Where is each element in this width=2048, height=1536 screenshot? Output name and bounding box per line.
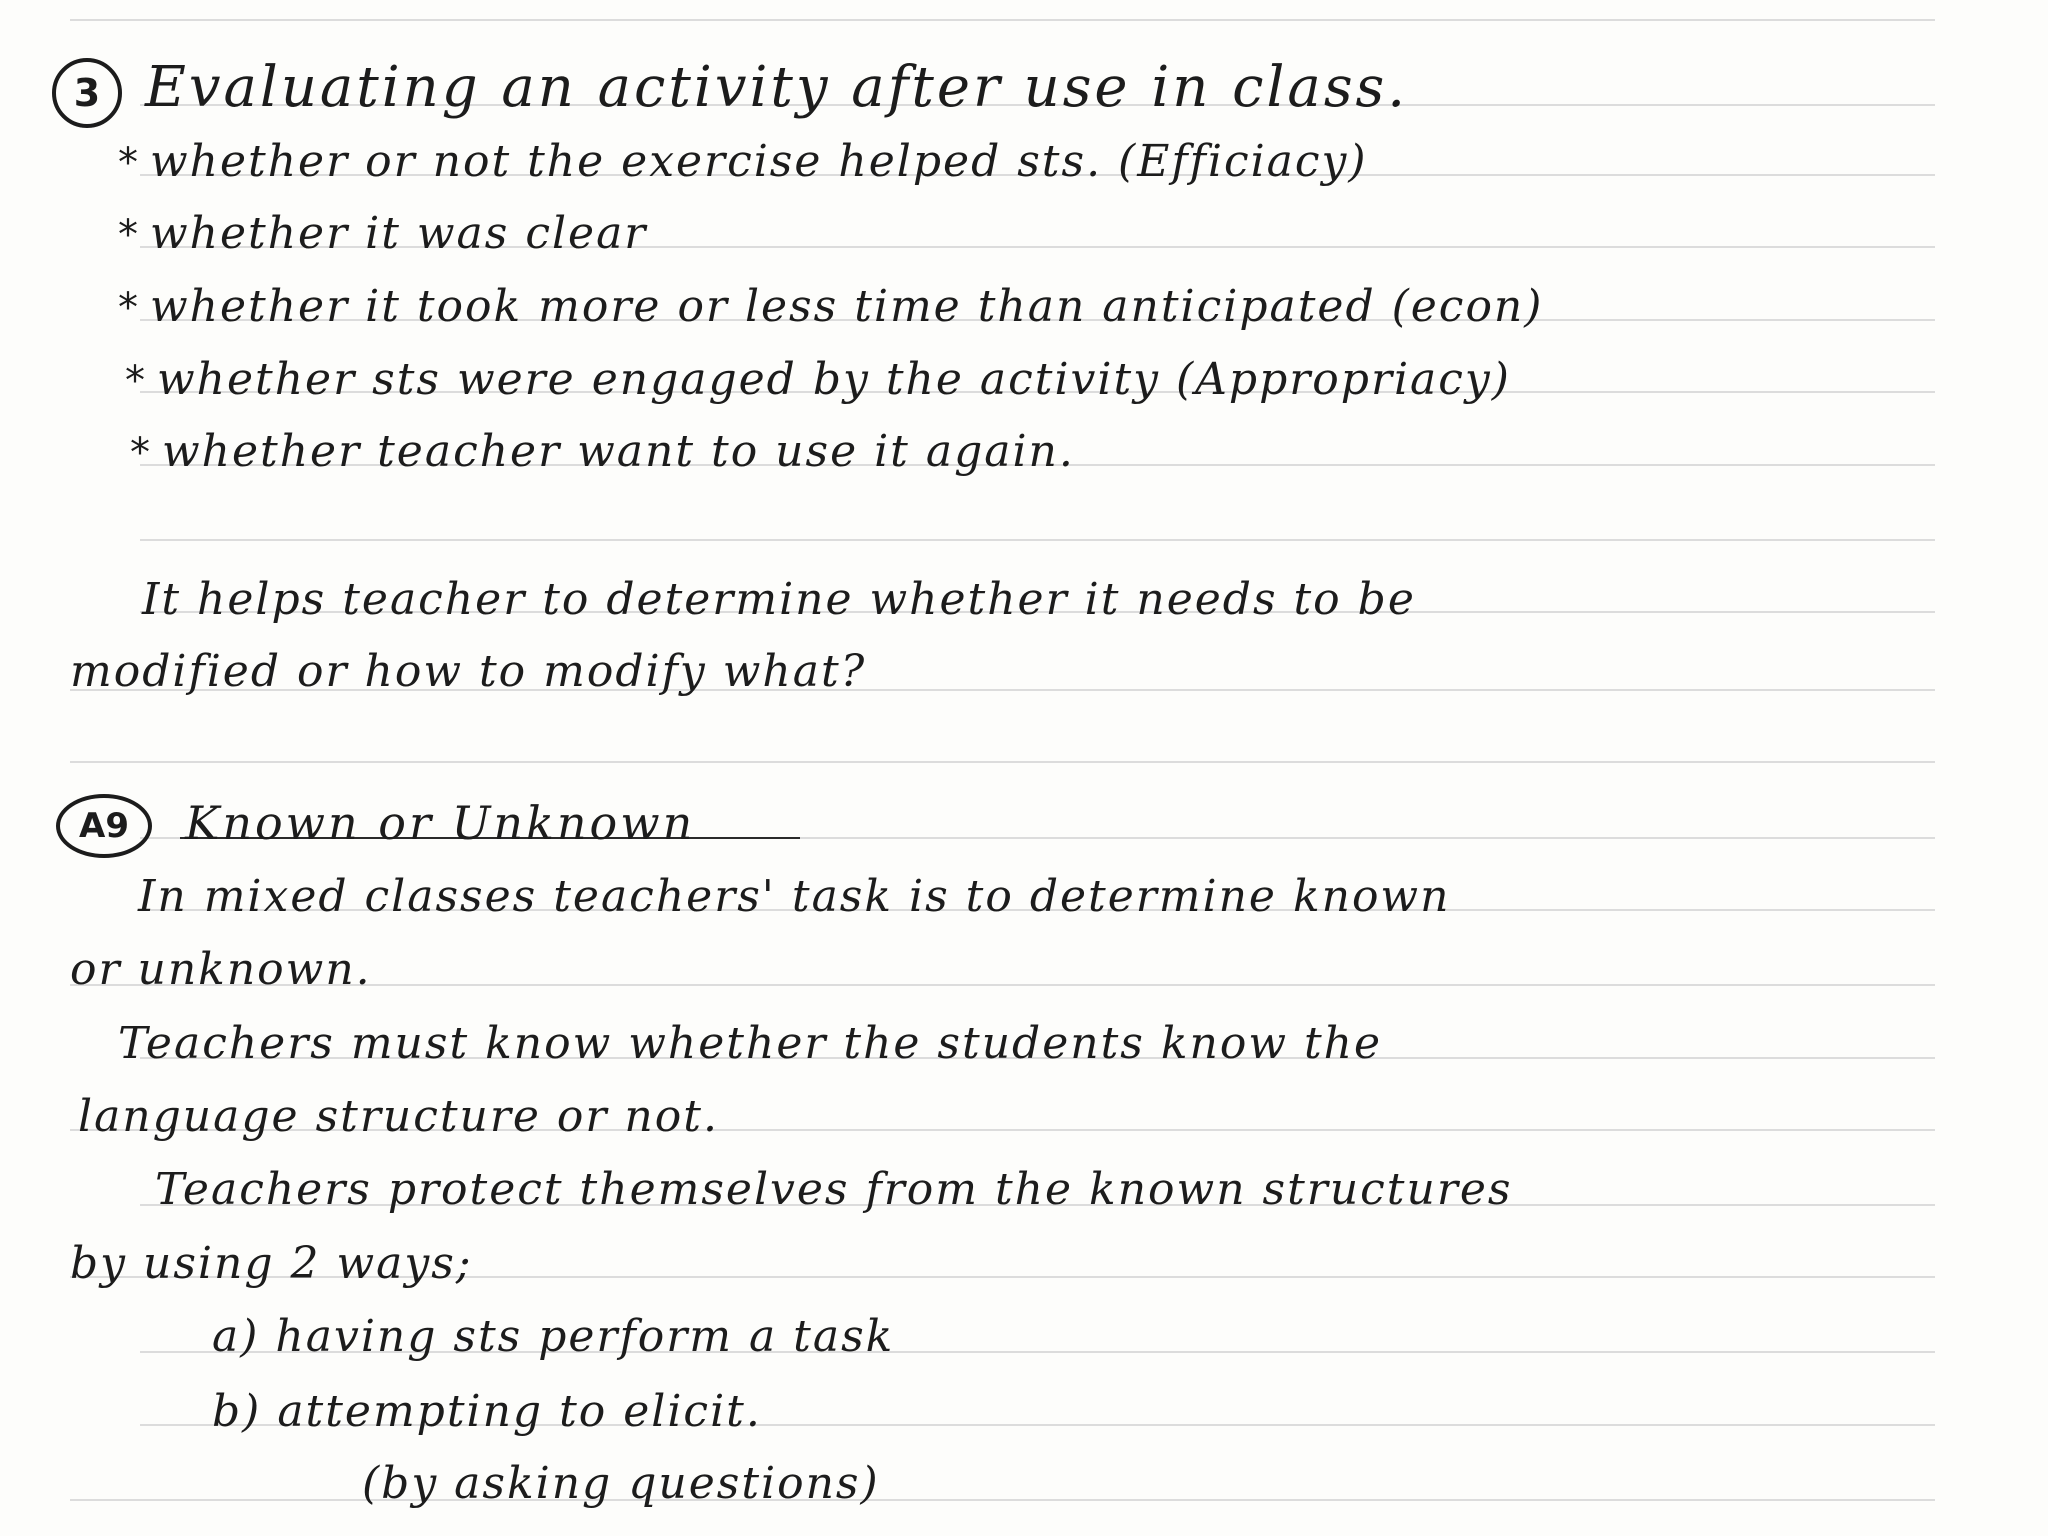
list-item: a) having sts perform a task [212, 1311, 895, 1362]
bullet-text: whether teacher want to use it again. [162, 426, 1075, 477]
paragraph-line: or unknown. [70, 944, 372, 995]
bullet-item [118, 208, 648, 259]
bullet-marker: * [130, 430, 152, 476]
bullet-text: whether sts were engaged by the activity (Appropriacy) [157, 354, 1511, 405]
bullet-marker: * [118, 140, 140, 186]
bullet-marker: * [118, 212, 140, 258]
bullet-item [118, 136, 1368, 187]
bullet-marker: * [125, 358, 147, 404]
list-item: b) attempting to elicit. [212, 1386, 762, 1437]
section-number-badge [56, 794, 152, 858]
bullet-item [130, 426, 1075, 477]
paragraph-line: It helps teacher to determine whether it needs to be [142, 574, 1416, 625]
section-number: 3 [73, 71, 101, 115]
section-number-badge [52, 58, 122, 128]
bullet-text: whether or not the exercise helped sts. (Efficiacy) [150, 136, 1368, 187]
bullet-item [125, 354, 1511, 405]
bullet-marker: * [118, 285, 140, 331]
section-heading: Known or Unknown [185, 796, 696, 850]
bullet-text: whether it was clear [150, 208, 648, 259]
list-item-note: (by asking questions) [362, 1458, 880, 1509]
paragraph-line: modified or how to modify what? [70, 646, 867, 697]
paragraph-line: Teachers must know whether the students know the [118, 1018, 1383, 1069]
bullet-item [118, 281, 1544, 332]
bullet-text: whether it took more or less time than anticipated (econ) [150, 281, 1544, 332]
paragraph-line: In mixed classes teachers' task is to determine known [138, 871, 1451, 922]
section-number: A9 [79, 806, 129, 846]
paragraph-line: language structure or not. [78, 1091, 719, 1142]
paragraph-line: Teachers protect themselves from the known structures [155, 1164, 1513, 1215]
paragraph-line: by using 2 ways; [70, 1238, 473, 1289]
section-heading: Evaluating an activity after use in class. [145, 55, 1409, 120]
